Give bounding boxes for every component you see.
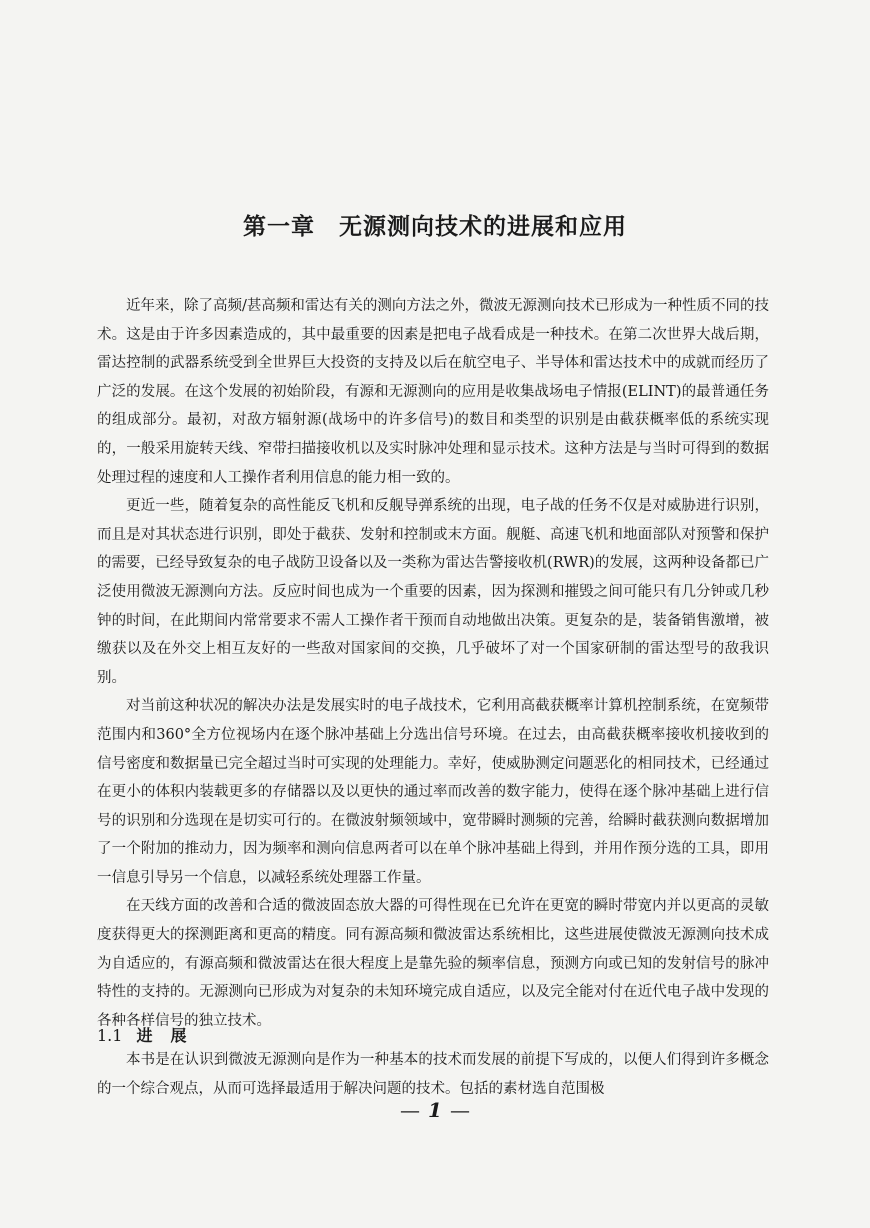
page-number	[0, 1098, 870, 1122]
section-title: 进展	[136, 1026, 205, 1045]
page-number-dash-right: —	[449, 1098, 470, 1122]
chapter-intro-body	[97, 292, 769, 1035]
paragraph-1: 近年来，除了高频/甚高频和雷达有关的测向方法之外，微波无源测向技术已形成为一种性质不同的技术。这是由于许多因素造成的，其中最重要的因素是把电子战看成是一种技术。在第二次世界大战后期，雷达控制的武器系统受到全世界巨大投资的支持及以后在航空电子、半导体和雷达技术中的成就而经历了广泛的发展。在这个发展的初始阶段，有源和无源测向的应用是收集战场电子情报(ELINT)的最普通任务的组成部分。最初，对敌方辐射源(战场中的许多信号)的数目和类型的识别是由截获概率低的系统实现的，一般采用旋转天线、窄带扫描接收机以及实时脉冲处理和显示技术。这种方法是与当时可得到的数据处理过程的速度和人工操作者利用信息的能力相一致的。	[97, 298, 769, 486]
section-body	[97, 1046, 769, 1103]
paragraph-2: 更近一些，随着复杂的高性能反飞机和反舰导弹系统的出现，电子战的任务不仅是对威胁进行识别，而且是对其状态进行识别，即处于截获、发射和控制或末方面。舰艇、高速飞机和地面部队对预警和保护的需要，已经导致复杂的电子战防卫设备以及一类称为雷达告警接收机(RWR)的发展，这两种设备都已广泛使用微波无源测向方法。反应时间也成为一个重要的因素，因为探测和摧毁之间可能只有几分钟或几秒钟的时间，在此期间内常常要求不需人工操作者干预而自动地做出决策。更复杂的是，装备销售激增，被缴获以及在外交上相互友好的一些敌对国家间的交换，几乎破坏了对一个国家研制的雷达型号的敌我识别。	[97, 498, 769, 686]
page-number-dash-left: —	[400, 1098, 421, 1122]
section-heading	[97, 1023, 769, 1046]
section-number: 1.1	[97, 1026, 123, 1045]
paragraph-3: 对当前这种状况的解决办法是发展实时的电子战技术，它利用高截获概率计算机控制系统，在宽频带范围内和360°全方位视场内在逐个脉冲基础上分选出信号环境。在过去，由高截获概率接收机接收到的信号密度和数据量已完全超过当时可实现的处理能力。幸好，使威胁测定问题恶化的相同技术，已经通过在更小的体积内装载更多的存储器以及以更快的通过率而改善的数字能力，使得在逐个脉冲基础上进行信号的识别和分选现在是切实可行的。在微波射频领域中，宽带瞬时测频的完善，给瞬时截获测向数据增加了一个附加的推动力，因为频率和测向信息两者可以在单个脉冲基础上得到，并用作预分选的工具，即用一信息引导另一个信息，以减轻系统处理器工作量。	[97, 698, 769, 886]
section-paragraph-1: 本书是在认识到微波无源测向是作为一种基本的技术而发展的前提下写成的，以便人们得到许多概念的一个综合观点，从而可选择最适用于解决问题的技术。包括的素材选自范围极	[97, 1052, 769, 1097]
paragraph-4: 在天线方面的改善和合适的微波固态放大器的可得性现在已允许在更宽的瞬时带宽内并以更高的灵敏度获得更大的探测距离和更高的精度。同有源高频和微波雷达系统相比，这些进展使微波无源测向技术成为自适应的，有源高频和微波雷达在很大程度上是靠先验的频率信息，预测方向或已知的发射信号的脉冲特性的支持的。无源测向已形成为对复杂的未知环境完成自适应，以及完全能对付在近代电子战中发现的各种各样信号的独立技术。	[97, 898, 769, 1029]
chapter-title: 第一章 无源测向技术的进展和应用	[243, 213, 627, 240]
page-number-value: 1	[428, 1098, 442, 1122]
